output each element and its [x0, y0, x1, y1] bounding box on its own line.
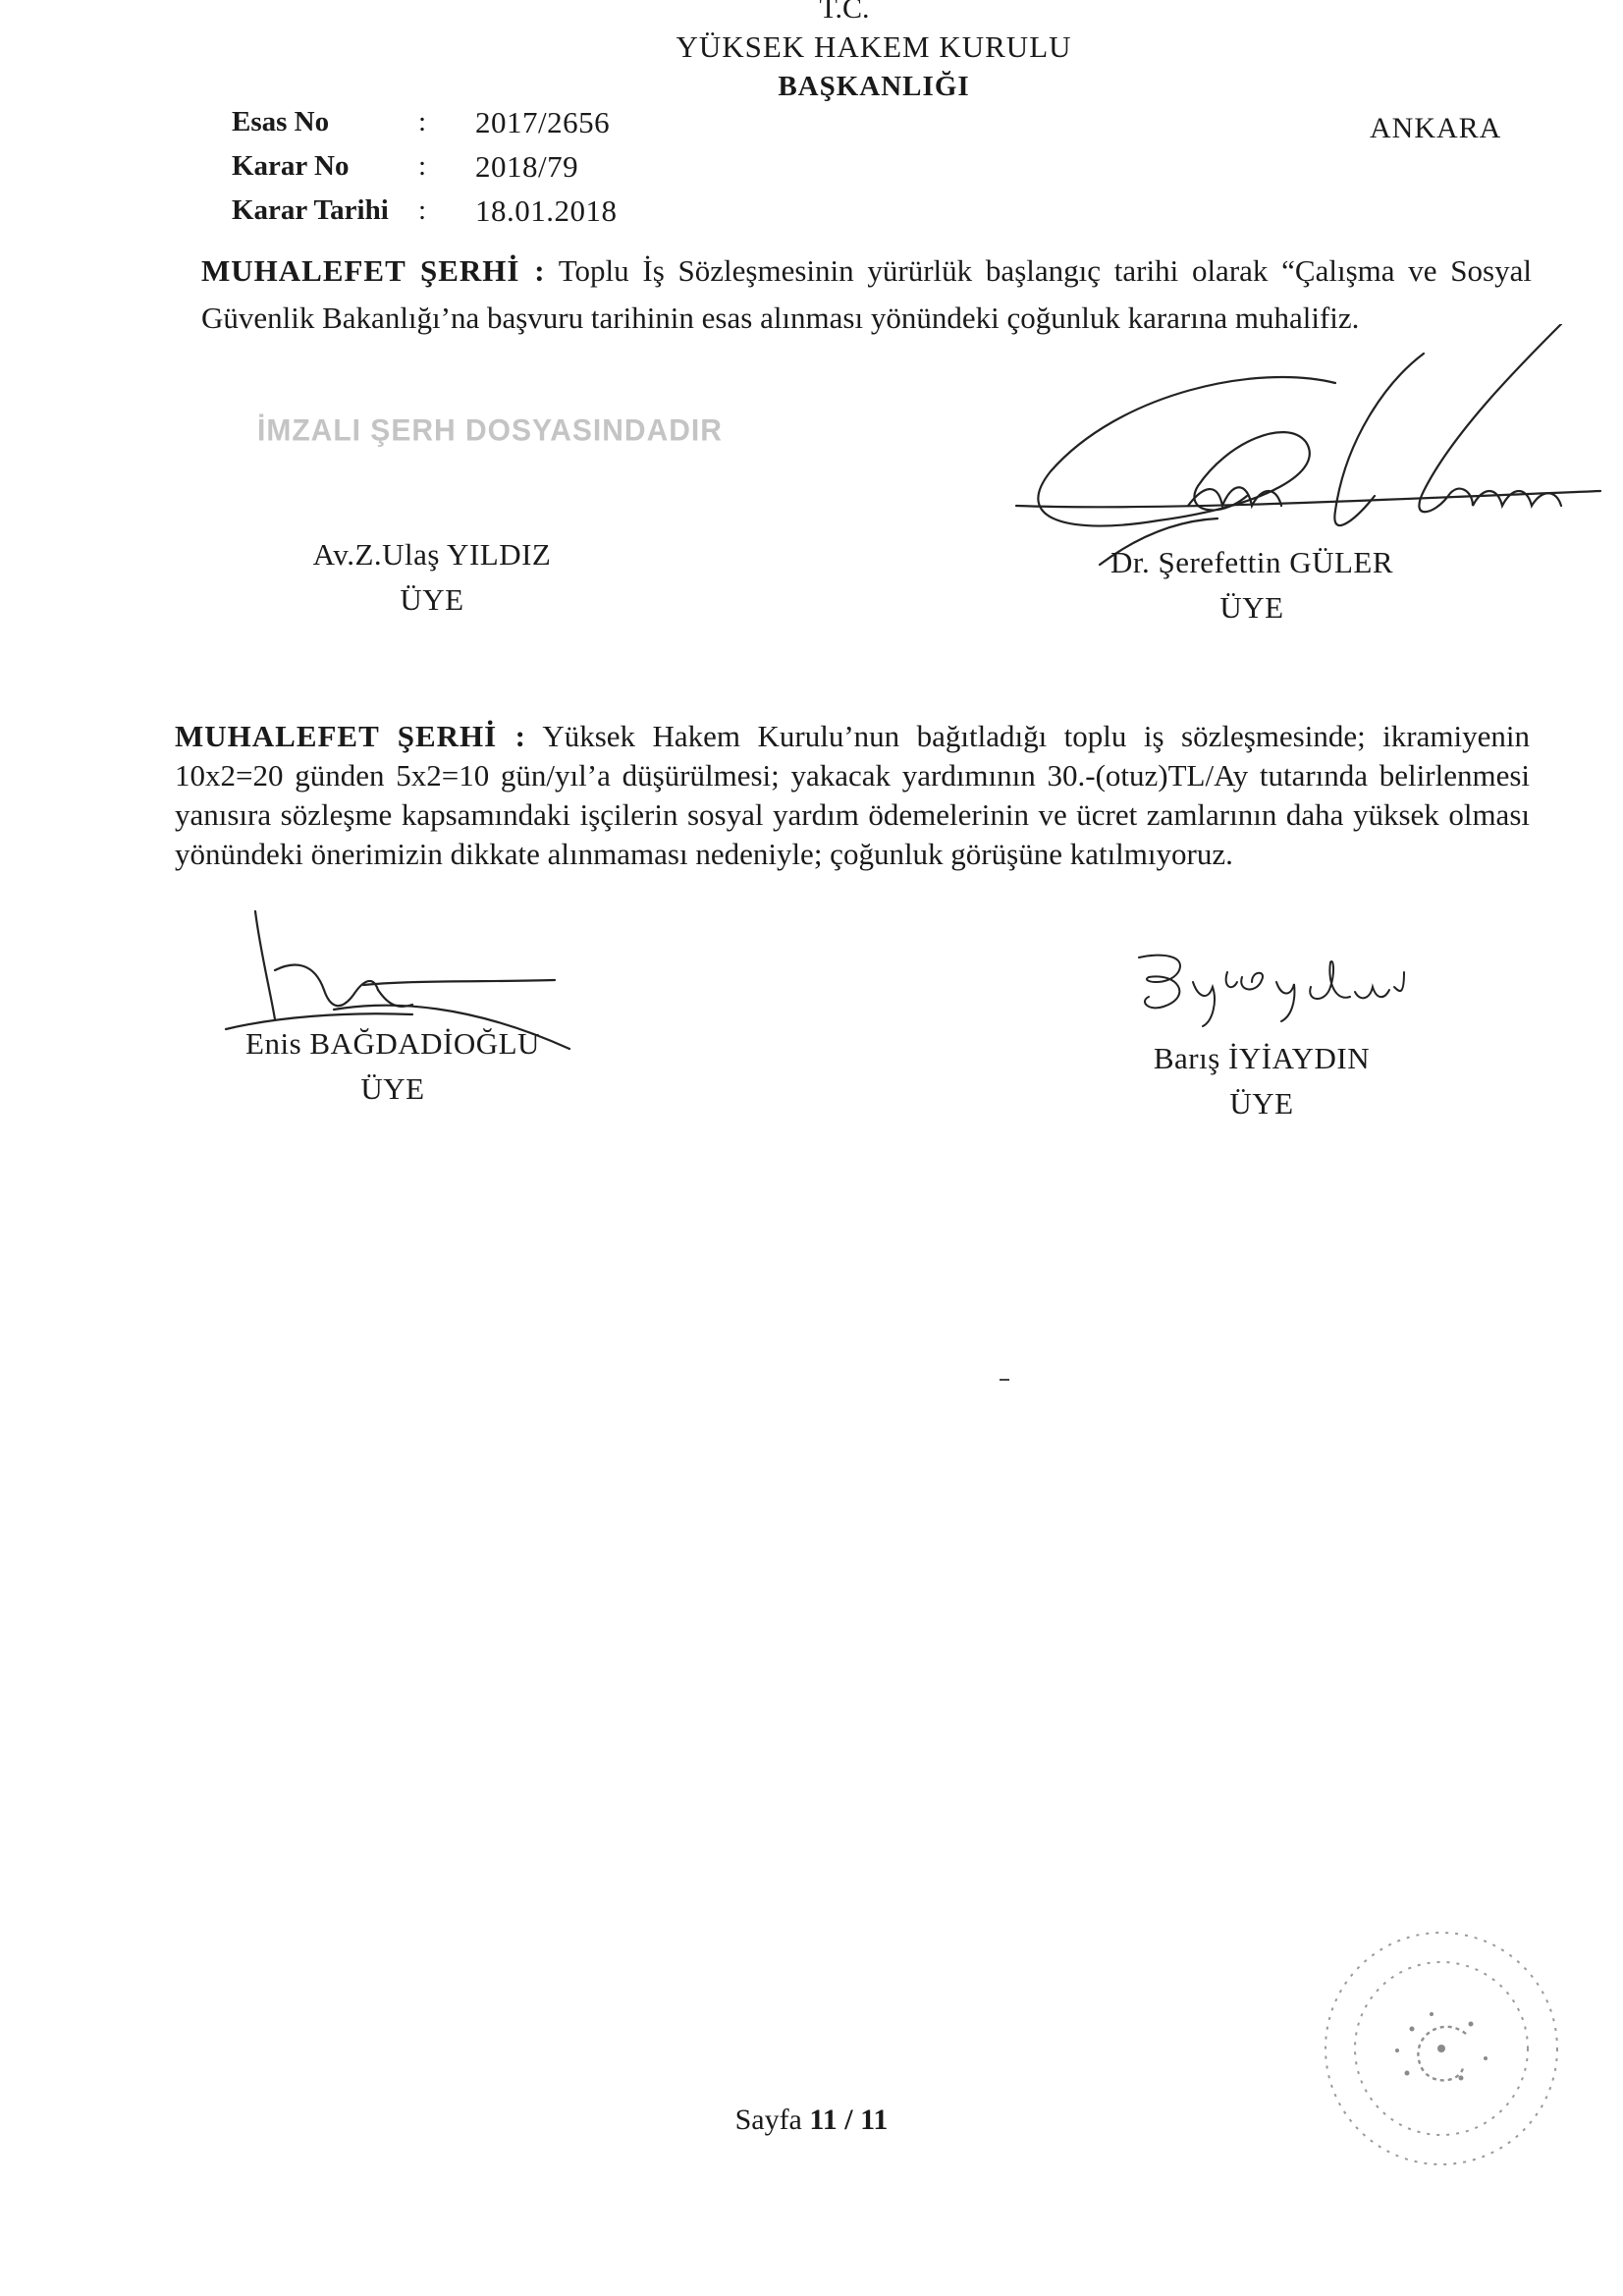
signatory-name: Enis BAĞDADİOĞLU	[245, 1026, 540, 1061]
signatory-iyiaydin	[1105, 1036, 1419, 1126]
dissent-paragraph-2	[175, 717, 1530, 874]
signed-annotation-stamp: İMZALI ŞERH DOSYASINDADIR	[257, 413, 723, 448]
signatory-guler	[1085, 540, 1419, 630]
header-tc: T.C.	[819, 0, 870, 25]
meta-value: 18.01.2018	[475, 192, 618, 228]
meta-row-tarih	[232, 189, 618, 233]
signature-iyiaydin	[1119, 943, 1453, 1036]
meta-label: Karar No	[232, 150, 350, 182]
dissent-text: Toplu İş Sözleşmesinin yürürlük başlangıç tarihi olarak “Çalışma ve Sosyal Güvenlik Bakanlığı’na başvuru tarihinin esas alınması yönündeki çoğunluk kararına muhalifiz.	[201, 253, 1532, 335]
meta-value: 2018/79	[475, 148, 579, 184]
meta-colon: :	[418, 150, 427, 182]
signatory-role: ÜYE	[1229, 1086, 1294, 1121]
meta-label: Karar Tarihi	[232, 194, 389, 226]
page-number	[0, 2104, 1623, 2137]
signatory-name: Barış İYİAYDIN	[1153, 1041, 1371, 1075]
meta-label: Esas No	[232, 106, 330, 137]
page-current: 11	[809, 2104, 838, 2136]
dissent-lead: MUHALEFET ŞERHİ :	[175, 719, 526, 753]
city: ANKARA	[1370, 112, 1502, 144]
signatory-yildiz	[275, 532, 589, 623]
signatory-bagdadioglu	[216, 1021, 569, 1112]
meta-row-esas	[232, 100, 618, 144]
stray-mark	[1000, 1379, 1009, 1381]
meta-colon: :	[418, 194, 427, 226]
dissent-text: Yüksek Hakem Kurulu’nun bağıtladığı toplu iş sözleşmesinde; ikramiyenin 10x2=20 günden 5x2=10 gün/yıl’a düşürülmesi; yakacak yardımının 30.-(otuz)TL/Ay tutarında belirlenmesi yanısıra sözleşme kapsamındaki işçilerin sosyal yardım ödemelerinin ve ücret zamlarının daha yüksek olması yönündeki önerimizin dikkate alınmaması nedeniyle; çoğunluk görüşüne katılmıyoruz.	[175, 719, 1530, 871]
signatory-name: Av.Z.Ulaş YILDIZ	[312, 537, 552, 572]
signatory-role: ÜYE	[400, 582, 464, 617]
header-subtitle: BAŞKANLIĞI	[778, 71, 970, 102]
page-total: 11	[860, 2104, 889, 2136]
case-meta	[232, 100, 618, 233]
meta-value: 2017/2656	[475, 104, 611, 139]
signatory-role: ÜYE	[1219, 590, 1284, 625]
page-label: Sayfa	[734, 2104, 802, 2136]
dissent-lead: MUHALEFET ŞERHİ :	[201, 253, 546, 288]
page-separator: /	[844, 2104, 853, 2136]
header-title: YÜKSEK HAKEM KURULU	[676, 29, 1072, 64]
meta-row-karar	[232, 144, 618, 189]
signatory-role: ÜYE	[360, 1071, 425, 1106]
official-seal	[1294, 1921, 1598, 2176]
signatory-name: Dr. Şerefettin GÜLER	[1109, 545, 1394, 579]
meta-colon: :	[418, 106, 427, 137]
